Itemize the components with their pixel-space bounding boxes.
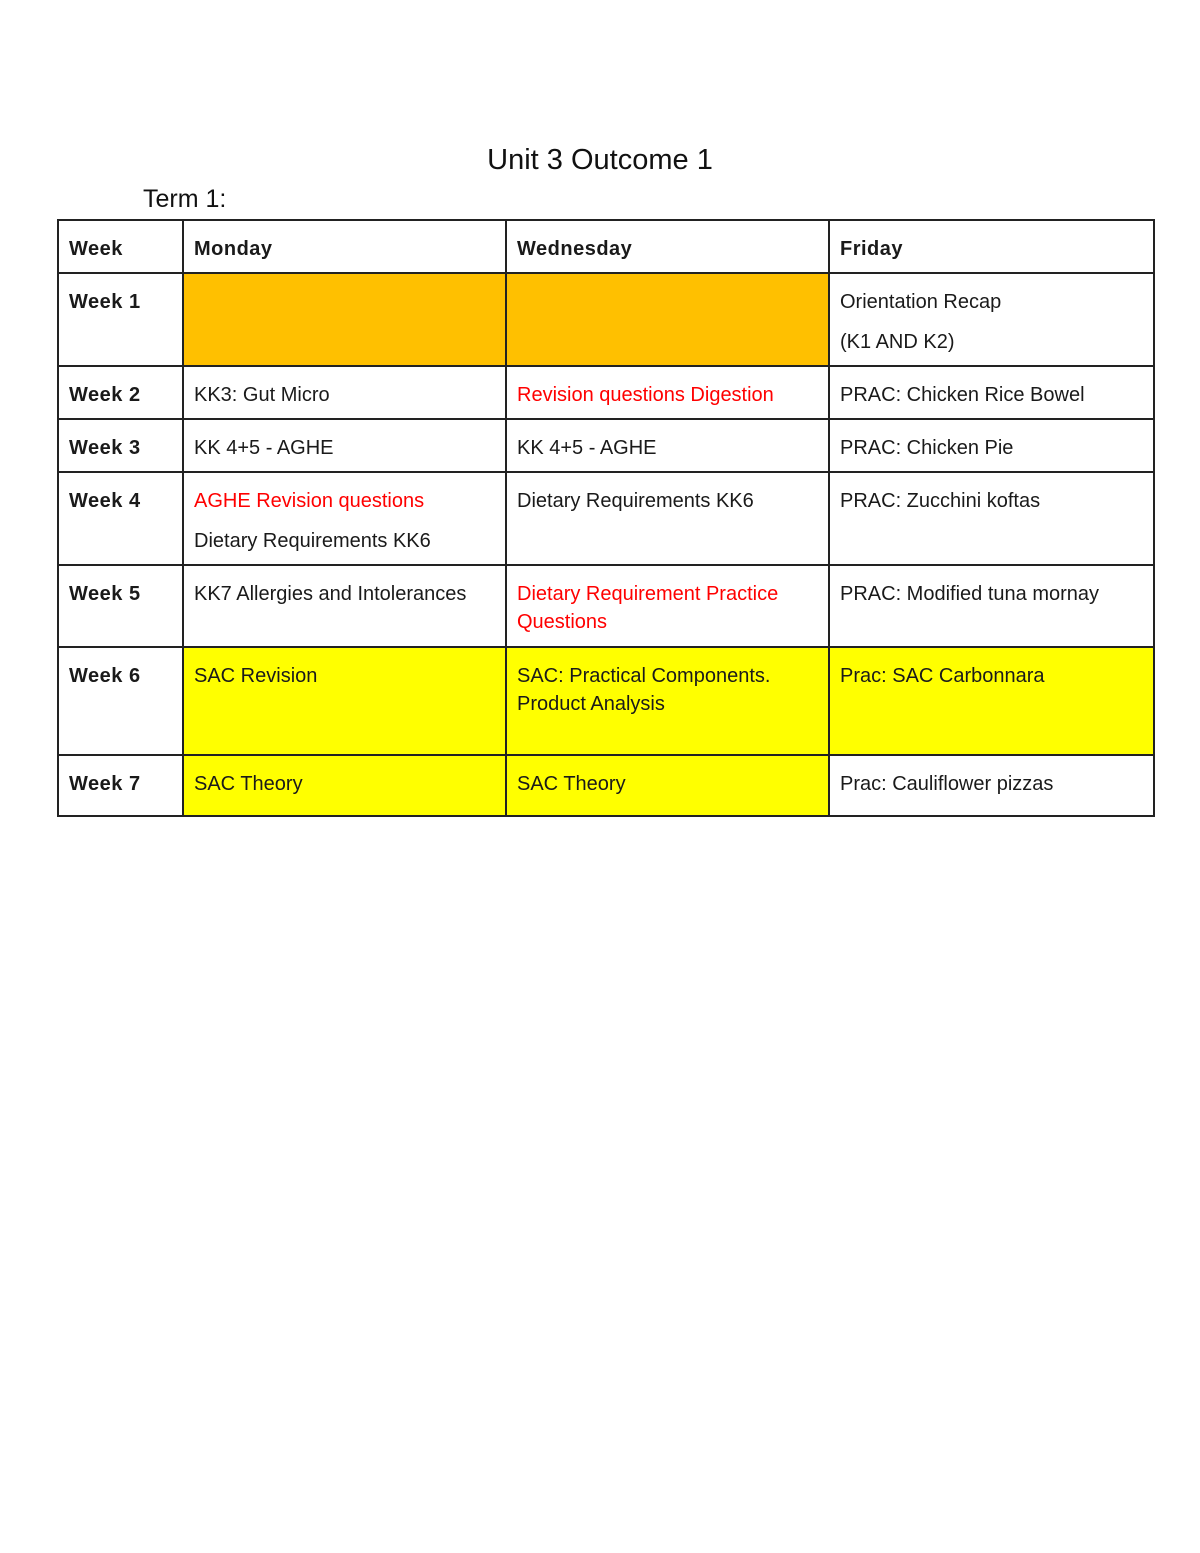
- friday-cell: Prac: Cauliflower pizzas: [829, 755, 1154, 816]
- header-wednesday: Wednesday: [506, 220, 829, 273]
- table-row: [58, 273, 1154, 366]
- friday-cell: PRAC: Modified tuna mornay: [829, 565, 1154, 647]
- wednesday-cell: Dietary Requirements KK6: [506, 472, 829, 565]
- table-row: [58, 755, 1154, 816]
- monday-line: Dietary Requirements KK6: [194, 530, 431, 552]
- header-monday: Monday: [183, 220, 506, 273]
- monday-cell: KK3: Gut Micro: [183, 366, 506, 419]
- monday-line: AGHE Revision questions: [194, 490, 425, 512]
- week-cell: Week 7: [58, 755, 183, 816]
- monday-cell: KK 4+5 - AGHE: [183, 419, 506, 472]
- monday-cell: KK7 Allergies and Intolerances: [183, 565, 506, 647]
- wednesday-cell: SAC: Practical Components. Product Analysis: [506, 647, 829, 755]
- wednesday-cell: Revision questions Digestion: [506, 366, 829, 419]
- wednesday-cell: SAC Theory: [506, 755, 829, 816]
- monday-cell: SAC Theory: [183, 755, 506, 816]
- friday-cell: [829, 273, 1154, 366]
- page-title: Unit 3 Outcome 1: [487, 144, 713, 176]
- table-row: [58, 472, 1154, 565]
- table-row: [58, 565, 1154, 647]
- header-friday: Friday: [829, 220, 1154, 273]
- wednesday-cell: [506, 273, 829, 366]
- friday-cell: Prac: SAC Carbonnara: [829, 647, 1154, 755]
- friday-cell: PRAC: Zucchini koftas: [829, 472, 1154, 565]
- header-week: Week: [58, 220, 183, 273]
- week-cell: Week 2: [58, 366, 183, 419]
- week-cell: Week 3: [58, 419, 183, 472]
- table-row: [58, 366, 1154, 419]
- friday-line: Orientation Recap: [840, 291, 1002, 313]
- friday-cell: PRAC: Chicken Rice Bowel: [829, 366, 1154, 419]
- term-label: Term 1:: [143, 185, 227, 213]
- friday-line: (K1 AND K2): [840, 331, 955, 353]
- schedule-table: [57, 219, 1155, 817]
- week-cell: Week 4: [58, 472, 183, 565]
- week-cell: Week 1: [58, 273, 183, 366]
- wednesday-cell: Dietary Requirement Practice Questions: [506, 565, 829, 647]
- table-header-row: [58, 220, 1154, 273]
- wednesday-cell: KK 4+5 - AGHE: [506, 419, 829, 472]
- week-cell: Week 5: [58, 565, 183, 647]
- table-row: [58, 647, 1154, 755]
- monday-cell: [183, 472, 506, 565]
- monday-cell: SAC Revision: [183, 647, 506, 755]
- friday-cell: PRAC: Chicken Pie: [829, 419, 1154, 472]
- week-cell: Week 6: [58, 647, 183, 755]
- table-row: [58, 419, 1154, 472]
- monday-cell: [183, 273, 506, 366]
